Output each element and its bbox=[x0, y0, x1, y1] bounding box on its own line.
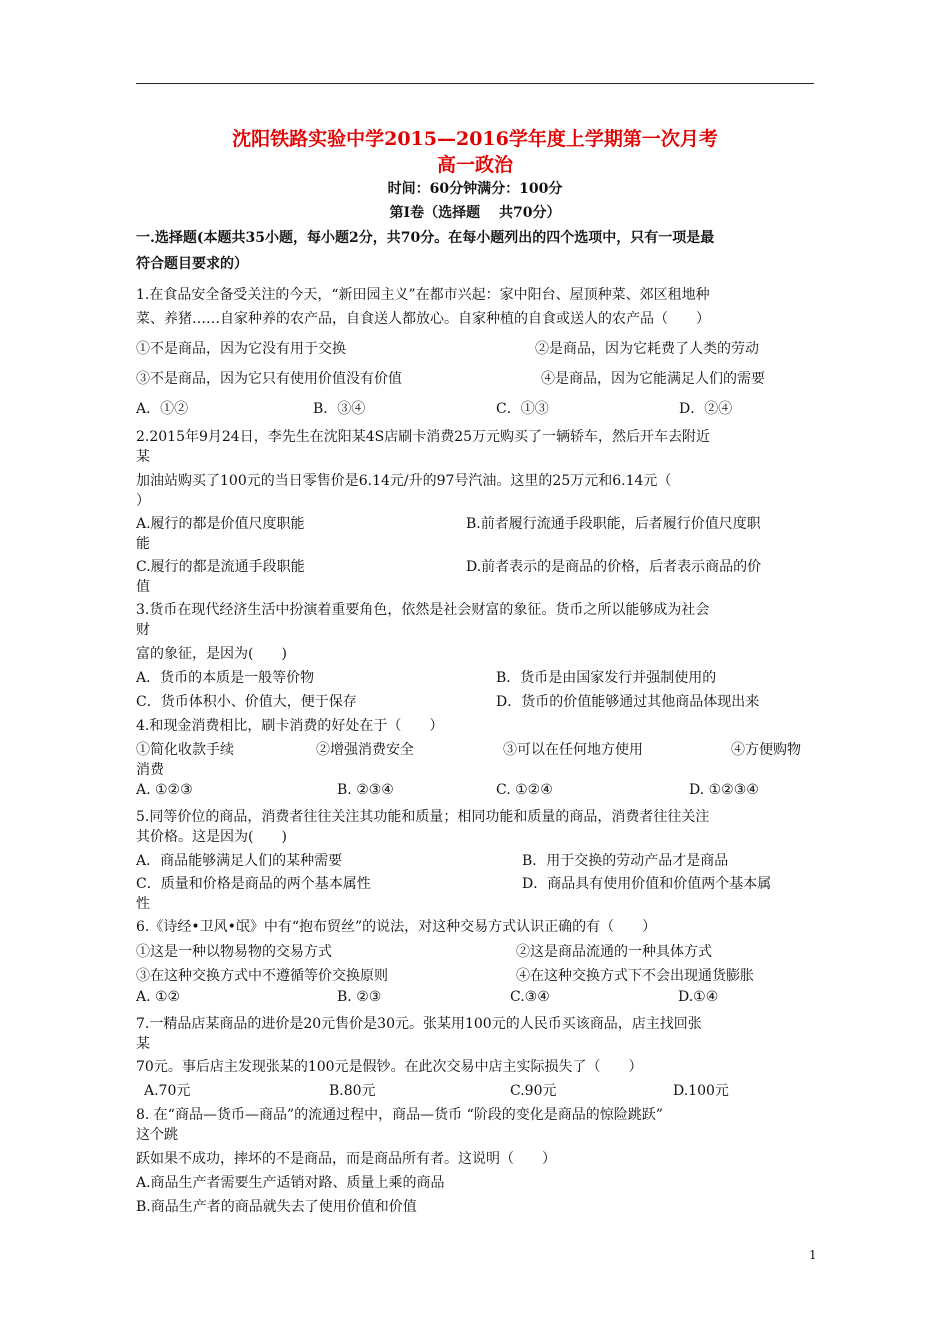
q7-option-a: A.70元 bbox=[144, 1083, 191, 1099]
q4-option-c: C. ①②④ bbox=[496, 782, 553, 798]
q5-stem-line2: 其价格。这是因为( ) bbox=[136, 829, 287, 845]
q4-statement-4: ④方便购物 bbox=[731, 742, 801, 758]
q2-option-a: A.履行的都是价值尺度职能 bbox=[136, 516, 305, 532]
q8-option-b: B.商品生产者的商品就失去了使用价值和价值 bbox=[136, 1199, 417, 1215]
q2-option-b: B.前者履行流通手段职能，后者履行价值尺度职 bbox=[466, 516, 761, 532]
q6-option-d: D.①④ bbox=[678, 989, 719, 1005]
exam-title: 沈阳铁路实验中学2015—2016学年度上学期第一次月考 bbox=[232, 128, 718, 150]
q6-statement-1: ①这是一种以物易物的交易方式 bbox=[136, 944, 332, 960]
q3-stem-line3: 富的象征，是因为( ) bbox=[136, 646, 287, 662]
q4-statement-2: ②增强消费安全 bbox=[316, 742, 414, 758]
q4-option-a: A. ①②③ bbox=[136, 782, 193, 798]
q6-statement-3: ③在这种交换方式中不遵循等价交换原则 bbox=[136, 968, 388, 984]
q1-statement-4: ④是商品，因为它能满足人们的需要 bbox=[541, 371, 765, 387]
q1-stem-line2: 菜、养猪……自家种养的农产品，自食送人都放心。自家种植的自食或送人的农产品（ ） bbox=[136, 311, 710, 327]
q8-stem-line2: 这个跳 bbox=[136, 1127, 178, 1143]
subject-title: 高一政治 bbox=[436, 154, 513, 176]
q2-option-c: C.履行的都是流通手段职能 bbox=[136, 559, 305, 575]
q3-option-b: B．货币是由国家发行并强制使用的 bbox=[496, 670, 717, 686]
q2-stem-line4: ） bbox=[136, 493, 150, 509]
q6-statement-4: ④在这种交换方式下不会出现通货膨胀 bbox=[516, 968, 754, 984]
q4-stem-line1: 4.和现金消费相比，刷卡消费的好处在于（ ） bbox=[136, 718, 444, 734]
q1-statement-3: ③不是商品，因为它只有使用价值没有价值 bbox=[136, 371, 402, 387]
q8-stem-line3: 跃如果不成功，摔坏的不是商品，而是商品所有者。这说明（ ） bbox=[136, 1151, 556, 1167]
q5-stem-line1: 5.同等价位的商品，消费者往往关注其功能和质量；相同功能和质量的商品，消费者往往关注 bbox=[136, 809, 710, 825]
q8-option-a: A.商品生产者需要生产适销对路、质量上乘的商品 bbox=[136, 1175, 445, 1191]
q6-statement-2: ②这是商品流通的一种具体方式 bbox=[516, 944, 712, 960]
q1-option-b: B．③④ bbox=[313, 401, 366, 417]
q3-option-a: A．货币的本质是一般等价物 bbox=[136, 670, 315, 686]
q1-option-c: C．①③ bbox=[496, 401, 549, 417]
q1-option-d: D．②④ bbox=[679, 401, 733, 417]
q7-stem-line2: 某 bbox=[136, 1036, 150, 1052]
section-instruction-line1: 一.选择题(本题共35小题，每小题2分，共70分。在每小题列出的四个选项中，只有一项是最 bbox=[136, 230, 715, 246]
q4-statement-4-cont: 消费 bbox=[136, 762, 164, 778]
q2-stem-line2: 某 bbox=[136, 449, 150, 465]
page-number: 1 bbox=[809, 1248, 817, 1262]
q2-stem-line3: 加油站购买了100元的当日零售价是6.14元/升的97号汽油。这里的25万元和6.14元（ bbox=[136, 473, 672, 489]
q6-option-b: B. ②③ bbox=[337, 989, 382, 1005]
q5-option-a: A．商品能够满足人们的某种需要 bbox=[136, 853, 343, 869]
q7-stem-line1: 7.一精品店某商品的进价是20元售价是30元。张某用100元的人民币买该商品，店主找回张 bbox=[136, 1016, 702, 1032]
q6-stem-line1: 6.《诗经•卫风•氓》中有“抱布贸丝”的说法，对这种交易方式认识正确的有（ ） bbox=[136, 919, 657, 935]
q1-stem-line1: 1.在食品安全备受关注的今天，“新田园主义”在都市兴起：家中阳台、屋顶种菜、郊区租地种 bbox=[136, 287, 710, 303]
section-instruction-line2: 符合题目要求的） bbox=[136, 256, 248, 272]
q3-option-c: C．货币体积小、价值大，便于保存 bbox=[136, 694, 357, 710]
q7-option-b: B.80元 bbox=[329, 1083, 376, 1099]
q1-statement-2: ②是商品，因为它耗费了人类的劳动 bbox=[535, 341, 759, 357]
q2-stem-line1: 2.2015年9月24日，李先生在沈阳某4S店刷卡消费25万元购买了一辆轿车，然后开车去附近 bbox=[136, 429, 711, 445]
q6-option-c: C.③④ bbox=[510, 989, 550, 1005]
q4-option-d: D. ①②③④ bbox=[689, 782, 759, 798]
q5-option-b: B．用于交换的劳动产品才是商品 bbox=[522, 853, 729, 869]
q5-option-c: C．质量和价格是商品的两个基本属性 bbox=[136, 876, 371, 892]
q4-option-b: B. ②③④ bbox=[337, 782, 394, 798]
q7-option-d: D.100元 bbox=[673, 1083, 729, 1099]
q1-option-a: A．①② bbox=[136, 401, 189, 417]
q7-option-c: C.90元 bbox=[510, 1083, 557, 1099]
q5-option-d: D．商品具有使用价值和价值两个基本属 bbox=[522, 876, 772, 892]
q4-statement-3: ③可以在任何地方使用 bbox=[503, 742, 643, 758]
q2-option-b-cont: 能 bbox=[136, 536, 150, 552]
time-score-line: 时间：60分钟满分：100分 bbox=[387, 181, 563, 197]
q6-option-a: A. ①② bbox=[136, 989, 181, 1005]
q2-option-d-cont: 值 bbox=[136, 579, 150, 595]
q7-stem-line3: 70元。事后店主发现张某的100元是假钞。在此次交易中店主实际损失了（ ） bbox=[136, 1059, 643, 1075]
q2-option-d: D.前者表示的是商品的价格，后者表示商品的价 bbox=[466, 559, 762, 575]
q3-stem-line2: 财 bbox=[136, 622, 150, 638]
q4-statement-1: ①简化收款手续 bbox=[136, 742, 234, 758]
q1-statement-1: ①不是商品，因为它没有用于交换 bbox=[136, 341, 346, 357]
header-rule bbox=[136, 83, 814, 84]
part-heading: 第Ⅰ卷（选择题 共70分） bbox=[389, 205, 561, 221]
q8-stem-line1: 8. 在“商品—货币—商品”的流通过程中，商品—货币 “阶段的变化是商品的惊险跳跃” bbox=[136, 1107, 663, 1123]
q3-stem-line1: 3.货币在现代经济生活中扮演着重要角色，依然是社会财富的象征。货币之所以能够成为社会 bbox=[136, 602, 710, 618]
q5-option-d-cont: 性 bbox=[136, 896, 150, 912]
q3-option-d: D．货币的价值能够通过其他商品体现出来 bbox=[496, 694, 760, 710]
